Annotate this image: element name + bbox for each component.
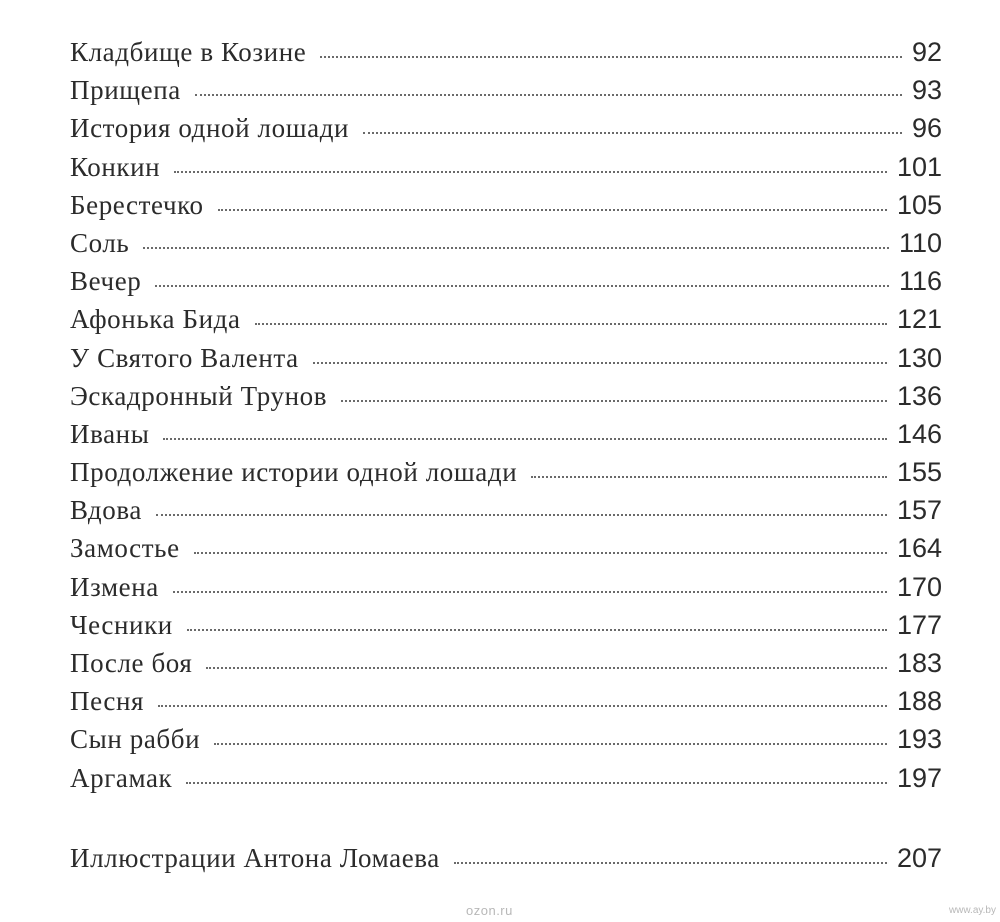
dot-leader: [155, 285, 889, 287]
toc-entry-title: Прищепа: [70, 75, 181, 106]
toc-entry-title: Вдова: [70, 495, 142, 526]
toc-entry: [70, 148, 942, 186]
toc-entry-title: Соль: [70, 227, 130, 258]
dot-leader: [174, 171, 887, 173]
toc-entry: [70, 109, 942, 147]
dot-leader: [173, 591, 887, 593]
illustrations-entry-block: [70, 839, 942, 877]
toc-entry: [70, 606, 942, 644]
dot-leader: [214, 743, 887, 745]
toc-entry-page: 193: [896, 724, 942, 755]
toc-entry: [70, 644, 942, 682]
dot-leader: [186, 782, 887, 784]
toc-entry-illustrations: [70, 839, 942, 877]
toc-entry-title: Песня: [70, 686, 145, 717]
toc-entry-page: 155: [896, 457, 942, 488]
dot-leader: [194, 552, 887, 554]
dot-leader: [187, 629, 887, 631]
toc-entry-title: Аргамак: [70, 762, 173, 793]
dot-leader: [206, 667, 887, 669]
toc-entry-page: 164: [896, 533, 942, 564]
toc-entry-page: 170: [896, 571, 942, 602]
toc-entry-title: Чесники: [70, 609, 173, 640]
toc-entry-page: 157: [896, 495, 942, 526]
toc-entry-page: 177: [896, 609, 942, 640]
dot-leader: [156, 514, 887, 516]
toc-entry: [70, 529, 942, 567]
toc-entry-page: 188: [896, 686, 942, 717]
ozon-watermark: ozon.ru: [466, 903, 513, 918]
toc-entry-page: 183: [896, 648, 942, 678]
dot-leader: [320, 56, 902, 58]
dot-leader: [341, 400, 887, 402]
toc-entry-title: Вечер: [70, 266, 142, 297]
toc-entry-title: Замостье: [70, 533, 180, 564]
toc-entry-page: 93: [911, 75, 942, 106]
toc-entry-page: 197: [896, 762, 942, 793]
dot-leader: [531, 476, 887, 478]
toc-entry-page: 105: [896, 189, 942, 220]
dot-leader: [218, 209, 887, 211]
toc-entry-title: История одной лошади: [70, 113, 350, 144]
dot-leader: [363, 132, 902, 134]
toc-entry: [70, 300, 942, 338]
toc-entry: [70, 224, 942, 262]
toc-entry-title: Сын рабби: [70, 724, 201, 755]
toc-entry-title: У Святого Валента: [70, 342, 299, 373]
toc-entry-page: 116: [898, 266, 942, 297]
dot-leader: [143, 247, 889, 249]
toc-entry: [70, 491, 942, 529]
toc-entry-page: 207: [896, 843, 942, 873]
toc-entry-page: 101: [896, 151, 942, 182]
dot-leader: [255, 323, 887, 325]
toc-entry-title: Кладбище в Козине: [70, 37, 307, 67]
toc-entry-title: Иллюстрации Антона Ломаева: [70, 843, 440, 873]
toc-entry: [70, 568, 942, 606]
toc-entry-title: Иваны: [70, 418, 150, 449]
toc-entry: [70, 682, 942, 720]
toc-entry-page: 121: [896, 304, 942, 335]
toc-entry-title: Конкин: [70, 151, 161, 182]
toc-entry: [70, 377, 942, 415]
toc-entry-page: 110: [898, 227, 942, 258]
toc-entry: [70, 720, 942, 758]
toc-entry: [70, 71, 942, 109]
toc-entry: [70, 453, 942, 491]
dot-leader: [454, 862, 887, 864]
dot-leader: [195, 94, 902, 96]
toc-entry: [70, 262, 942, 300]
dot-leader: [163, 438, 886, 440]
toc-entry-page: 146: [896, 418, 942, 449]
toc-entry-title: Эскадронный Трунов: [70, 380, 328, 411]
toc-entry-page: 92: [911, 37, 942, 67]
toc-entry-page: 130: [896, 342, 942, 373]
toc-entry: [70, 415, 942, 453]
toc-entry-title: Афонька Бида: [70, 304, 241, 335]
toc-entry-page: 96: [911, 113, 942, 144]
dot-leader: [313, 362, 887, 364]
toc-entry-page: 136: [896, 380, 942, 411]
toc-entry-title: Продолжение истории одной лошади: [70, 457, 518, 488]
toc-entry-title: Измена: [70, 571, 159, 602]
toc-entry: [70, 339, 942, 377]
toc-entry: [70, 759, 942, 797]
toc-entry: [70, 186, 942, 224]
table-of-contents: [70, 33, 942, 797]
toc-entry-title: После боя: [70, 648, 193, 678]
toc-entry-title: Берестечко: [70, 189, 204, 220]
toc-entry: [70, 33, 942, 71]
site-watermark: www.ay.by: [948, 905, 996, 916]
watermark-strip: [0, 900, 1000, 922]
dot-leader: [158, 705, 887, 707]
